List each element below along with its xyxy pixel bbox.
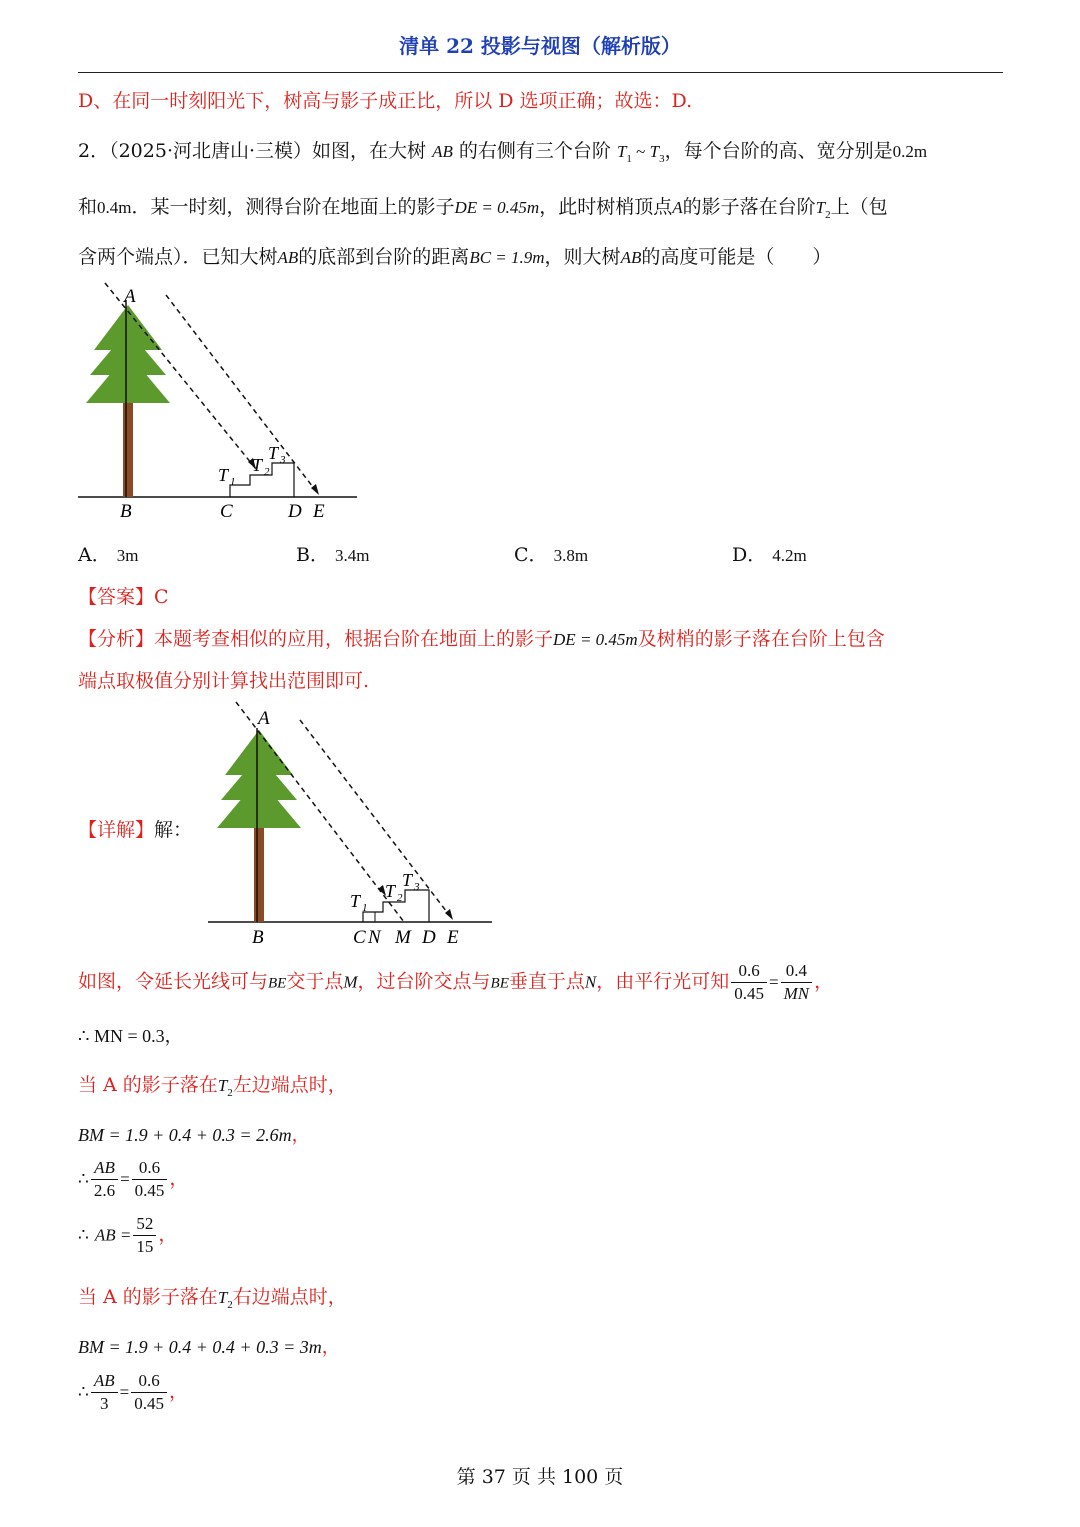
label-E-2: E — [447, 927, 459, 948]
label-T1: T — [218, 465, 229, 485]
solution-para-1: 如图，令延长光线可与BE交于点M，过台阶交点与BE垂直于点N，由平行光可知 $\frac{0.6}{0.45}$ = $\frac{0.4}{MN}$ ， — [78, 961, 834, 1003]
option-c[interactable]: C． 3.8m — [514, 544, 589, 566]
label-T3-2: T — [402, 870, 413, 890]
label-B: B — [120, 501, 132, 522]
question-line-1: 2．（2025·河北唐山·三模）如图，在大树 AB 的右侧有三个台阶 $T_1$ ~ $T_3$，每个台阶的高、宽分别是0.2m — [78, 140, 928, 165]
analysis-line-2: 端点取极值分别计算找出范围即可. — [78, 670, 370, 692]
page-header-title: 清单 22 投影与视图（解析版） — [399, 34, 681, 58]
question-line-3: 含两个端点）．已知大树AB的底部到台阶的距离BC = 1.9m，则大树AB的高度可能是（ ） — [78, 246, 832, 268]
bm-eq-2: BM = 1.9 + 0.4 + 0.4 + 0.3 = 3m， — [78, 1337, 340, 1357]
ratio-eq-1: ∴ $\frac{AB}{2.6}$ = $\frac{0.6}{0.45}$ ， — [78, 1158, 189, 1200]
detail-label: 【详解】解： — [78, 819, 193, 841]
analysis-line-1: 【分析】本题考查相似的应用，根据台阶在地面上的影子DE = 0.45m及树梢的影子落在台阶上包含 — [78, 628, 885, 650]
tree-trunk-2 — [254, 820, 264, 922]
svg-text:3: 3 — [414, 881, 420, 893]
bm-eq-1: BM = 1.9 + 0.4 + 0.3 = 2.6m， — [78, 1125, 310, 1145]
answer-line: 【答案】C — [78, 586, 169, 608]
case-2-heading: 当 A 的影子落在$T_2$右边端点时， — [78, 1286, 347, 1311]
case-1-heading: 当 A 的影子落在$T_2$左边端点时， — [78, 1074, 347, 1099]
option-a[interactable]: A． 3m — [78, 544, 139, 566]
label-A: A — [124, 286, 136, 307]
option-d[interactable]: D． 4.2m — [732, 544, 807, 566]
label-D: D — [288, 501, 302, 522]
tree-foliage-bottom — [86, 353, 170, 403]
label-E: E — [313, 501, 325, 522]
label-D-2: D — [422, 927, 436, 948]
label-T3: T — [268, 443, 279, 463]
label-M-2: M — [395, 927, 411, 948]
svg-text:1: 1 — [362, 902, 368, 914]
mn-result: ∴ MN = 0.3， — [78, 1026, 183, 1046]
tree-trunk — [123, 395, 133, 497]
arrow-head-4 — [445, 909, 453, 920]
ab-result-1: ∴ AB = $\frac{52}{15}$ ， — [78, 1214, 178, 1256]
header-rule — [78, 72, 1003, 73]
label-T2-sub: 2 — [264, 466, 270, 478]
question-source: （2025·河北唐山·三模） — [109, 140, 313, 162]
arrow-head-2 — [311, 484, 319, 495]
question-number: 2． — [78, 140, 110, 162]
label-A-2: A — [258, 708, 270, 729]
label-T2: T — [252, 455, 263, 475]
tree-foliage-bottom-2 — [217, 778, 301, 828]
svg-text:2: 2 — [397, 892, 403, 904]
label-T1-sub: 1 — [230, 476, 236, 488]
label-T3-sub: 3 — [280, 454, 286, 466]
tree-shadow-figure — [70, 275, 370, 525]
answer-value: C — [154, 586, 169, 608]
option-b[interactable]: B． 3.4m — [296, 544, 370, 566]
label-B-2: B — [252, 927, 264, 948]
label-C: C — [220, 501, 233, 522]
previous-conclusion: D、在同一时刻阳光下，树高与影子成正比，所以 D 选项正确；故选：D. — [78, 90, 693, 112]
page-footer: 第 37 页 共 100 页 — [456, 1466, 624, 1488]
label-T1-2: T — [350, 891, 361, 911]
label-C-2: C — [353, 927, 366, 948]
ratio-eq-2: ∴ $\frac{AB}{3}$ = $\frac{0.6}{0.45}$ ， — [78, 1371, 188, 1413]
light-ray-2 — [166, 295, 319, 495]
solution-figure — [200, 700, 500, 950]
steps-2 — [363, 890, 429, 922]
label-T2-2: T — [385, 881, 396, 901]
light-ray-2b — [300, 720, 453, 920]
question-line-2: 和0.4m．某一时刻，测得台阶在地面上的影子DE = 0.45m，此时树梢顶点A的影子落在台阶$T_2$上（包 — [78, 196, 888, 221]
label-N-2: N — [368, 927, 381, 948]
